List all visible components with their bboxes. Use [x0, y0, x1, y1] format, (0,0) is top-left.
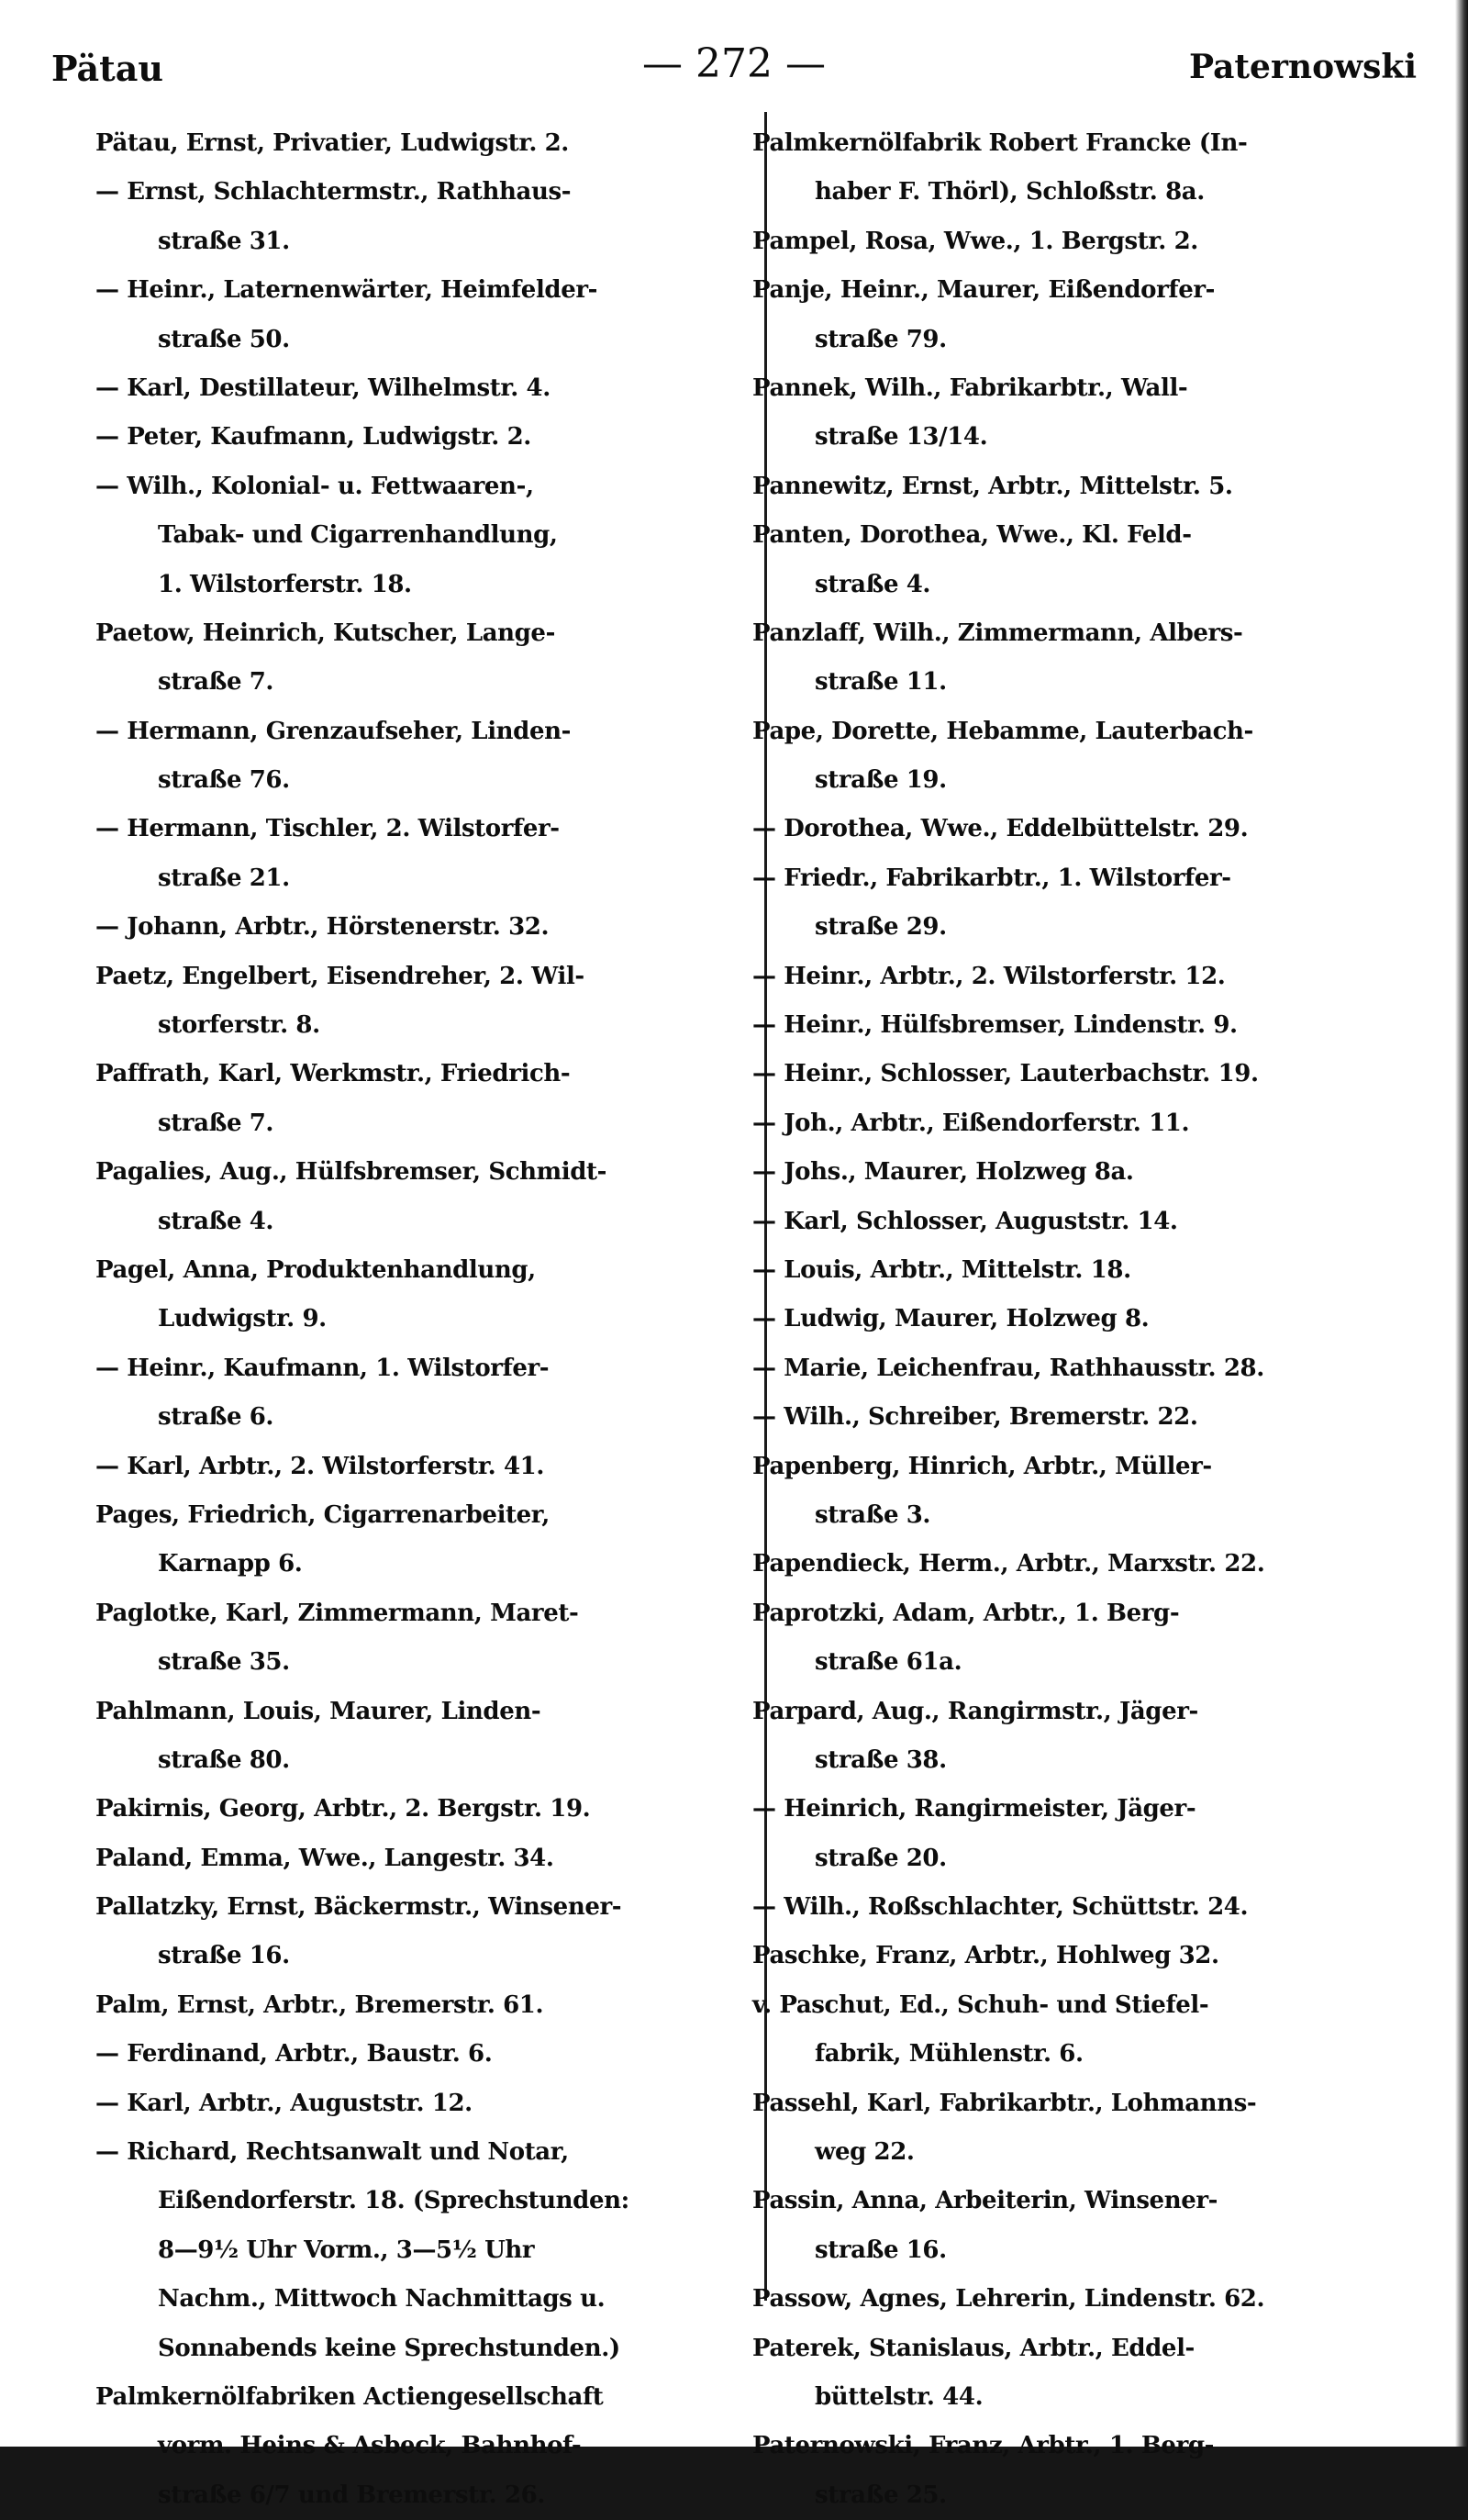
- entry-line: — Joh., Arbtr., Eißendorferstr. 11.: [752, 1109, 1190, 1137]
- entry-line: Paetz, Engelbert, Eisendreher, 2. Wil-: [95, 962, 584, 990]
- directory-entry: [95, 1688, 756, 1786]
- entry-line: Paglotke, Karl, Zimmermann, Maret-: [95, 1599, 579, 1627]
- entry-line: — Louis, Arbtr., Mittelstr. 18.: [752, 1255, 1131, 1284]
- entry-continuation-line: 1. Wilstorferstr. 18.: [158, 570, 412, 598]
- directory-entry: [95, 1443, 756, 1491]
- directory-entry: [752, 805, 1413, 853]
- entry-line: — Johann, Arbtr., Hörstenerstr. 32.: [95, 913, 550, 942]
- entry-line: Passow, Agnes, Lehrerin, Lindenstr. 62.: [752, 2285, 1265, 2314]
- directory-entry: [95, 953, 756, 1051]
- directory-entry: [95, 1981, 756, 2030]
- directory-entry: [752, 1148, 1413, 1197]
- entry-line: Pannek, Wilh., Fabrikarbtr., Wall-: [752, 374, 1188, 402]
- directory-entry: [752, 1295, 1413, 1344]
- directory-entry: [95, 708, 756, 806]
- entry-line: Pannewitz, Ernst, Arbtr., Mittelstr. 5.: [752, 472, 1233, 500]
- entry-line: Palmkernölfabrik Robert Francke (In-: [752, 129, 1248, 157]
- directory-entry: [95, 903, 756, 952]
- entry-line: Paschke, Franz, Arbtr., Hohlweg 32.: [752, 1942, 1219, 1970]
- entry-continuation-line: straße 80.: [158, 1745, 290, 1774]
- directory-entry: [752, 708, 1413, 806]
- entry-continuation-line: Eißendorferstr. 18. (Sprechstunden:: [158, 2187, 629, 2215]
- entry-line: Palm, Ernst, Arbtr., Bremerstr. 61.: [95, 1990, 544, 2019]
- directory-entry: [752, 1981, 1413, 2080]
- entry-continuation-line: straße 20.: [815, 1844, 947, 1872]
- directory-entry: [95, 1785, 756, 1834]
- entry-continuation-line: straße 7.: [158, 668, 274, 697]
- directory-entry: [752, 511, 1413, 609]
- directory-entry: [95, 1589, 756, 1688]
- entry-line: — Heinr., Laternenwärter, Heimfelder-: [95, 276, 598, 305]
- entry-line: — Ferdinand, Arbtr., Baustr. 6.: [95, 2040, 493, 2068]
- entry-continuation-line: straße 31.: [158, 227, 290, 255]
- directory-entry: [752, 119, 1413, 217]
- entry-line: Passehl, Karl, Fabrikarbtr., Lohmanns-: [752, 2089, 1257, 2117]
- directory-entry: [752, 1246, 1413, 1295]
- left-column: [95, 119, 756, 2520]
- entry-line: Pape, Dorette, Hebamme, Lauterbach-: [752, 717, 1253, 745]
- directory-entry: [752, 364, 1413, 463]
- directory-entry: [95, 266, 756, 364]
- entry-continuation-line: straße 11.: [815, 668, 947, 697]
- entry-line: Paternowski, Franz, Arbtr., 1. Berg-: [752, 2432, 1215, 2460]
- directory-entry: [752, 854, 1413, 953]
- entry-continuation-line: haber F. Thörl), Schloßstr. 8a.: [815, 178, 1205, 206]
- entry-continuation-line: Sonnabends keine Sprechstunden.): [158, 2334, 620, 2362]
- entry-continuation-line: straße 19.: [815, 766, 947, 795]
- directory-entry: [95, 1344, 756, 1443]
- entry-continuation-line: büttelstr. 44.: [815, 2382, 984, 2411]
- entry-continuation-line: straße 21.: [158, 864, 290, 892]
- entry-continuation-line: straße 6/7 und Bremerstr. 26.: [158, 2481, 545, 2509]
- directory-entry: [752, 2177, 1413, 2275]
- entry-line: — Friedr., Fabrikarbtr., 1. Wilstorfer-: [752, 864, 1231, 892]
- directory-entry: [752, 609, 1413, 708]
- page-header: [51, 40, 1417, 95]
- entry-line: v. Paschut, Ed., Schuh- und Stiefel-: [752, 1990, 1209, 2019]
- directory-entry: [752, 1001, 1413, 1050]
- directory-entry: [95, 168, 756, 266]
- header-last-name: Paternowski: [1189, 48, 1417, 86]
- directory-entry: [752, 1688, 1413, 1786]
- entry-line: — Karl, Schlosser, Auguststr. 14.: [752, 1207, 1178, 1235]
- directory-entry: [95, 2030, 756, 2079]
- entry-line: — Heinr., Kaufmann, 1. Wilstorfer-: [95, 1354, 550, 1382]
- entry-continuation-line: straße 4.: [815, 570, 931, 598]
- entry-line: — Wilh., Schreiber, Bremerstr. 22.: [752, 1403, 1198, 1432]
- header-first-name: Pätau: [51, 48, 163, 89]
- entry-line: — Richard, Rechtsanwalt und Notar,: [95, 2138, 569, 2167]
- entry-continuation-line: straße 50.: [158, 325, 290, 353]
- directory-entry: [752, 1785, 1413, 1883]
- directory-entry: [95, 2373, 756, 2520]
- entry-line: Passin, Anna, Arbeiterin, Winsener-: [752, 2187, 1218, 2215]
- entry-line: — Hermann, Grenzaufseher, Linden-: [95, 717, 571, 745]
- entry-line: — Karl, Arbtr., 2. Wilstorferstr. 41.: [95, 1452, 545, 1480]
- directory-entry: [95, 2128, 756, 2373]
- entry-line: — Karl, Destillateur, Wilhelmstr. 4.: [95, 374, 550, 402]
- directory-entry: [95, 1883, 756, 1981]
- entry-continuation-line: straße 13/14.: [815, 423, 988, 452]
- entry-continuation-line: storferstr. 8.: [158, 1011, 320, 1040]
- right-column: [752, 119, 1413, 2520]
- directory-entry: [95, 119, 756, 168]
- entry-line: Pätau, Ernst, Privatier, Ludwigstr. 2.: [95, 129, 569, 157]
- entry-continuation-line: straße 4.: [158, 1207, 274, 1235]
- directory-entry: [752, 1589, 1413, 1688]
- entry-line: — Marie, Leichenfrau, Rathhausstr. 28.: [752, 1354, 1264, 1382]
- directory-entry: [95, 1050, 756, 1148]
- entry-continuation-line: fabrik, Mühlenstr. 6.: [815, 2040, 1084, 2068]
- entry-line: — Peter, Kaufmann, Ludwigstr. 2.: [95, 423, 531, 452]
- entry-continuation-line: straße 16.: [158, 1942, 290, 1970]
- entry-line: Parpard, Aug., Rangirmstr., Jäger-: [752, 1697, 1198, 1725]
- entry-line: — Dorothea, Wwe., Eddelbüttelstr. 29.: [752, 815, 1249, 843]
- entry-line: Pagel, Anna, Produktenhandlung,: [95, 1255, 536, 1284]
- entry-line: Paffrath, Karl, Werkmstr., Friedrich-: [95, 1060, 571, 1088]
- entry-line: Panten, Dorothea, Wwe., Kl. Feld-: [752, 521, 1192, 550]
- entry-continuation-line: straße 76.: [158, 766, 290, 795]
- entry-continuation-line: straße 61a.: [815, 1648, 962, 1677]
- directory-entry: [95, 805, 756, 903]
- directory-entry: [752, 953, 1413, 1001]
- entry-continuation-line: straße 25.: [815, 2481, 947, 2509]
- entry-continuation-line: straße 38.: [815, 1745, 947, 1774]
- directory-entry: [752, 1443, 1413, 1541]
- entry-line: Pages, Friedrich, Cigarrenarbeiter,: [95, 1500, 550, 1529]
- entry-continuation-line: straße 16.: [815, 2236, 947, 2264]
- entry-line: — Wilh., Roßschlachter, Schüttstr. 24.: [752, 1893, 1249, 1922]
- entry-line: Pagalies, Aug., Hülfsbremser, Schmidt-: [95, 1158, 607, 1187]
- directory-entry: [95, 1148, 756, 1246]
- entry-line: — Johs., Maurer, Holzweg 8a.: [752, 1158, 1134, 1187]
- entry-continuation-line: straße 6.: [158, 1403, 274, 1432]
- entry-line: Paland, Emma, Wwe., Langestr. 34.: [95, 1844, 554, 1872]
- entry-line: — Heinr., Schlosser, Lauterbachstr. 19.: [752, 1060, 1259, 1088]
- directory-entry: [95, 1246, 756, 1344]
- entry-continuation-line: Karnapp 6.: [158, 1550, 303, 1578]
- entry-line: Pallatzky, Ernst, Bäckermstr., Winsener-: [95, 1893, 622, 1922]
- directory-entry: [752, 1540, 1413, 1589]
- entry-line: Panje, Heinr., Maurer, Eißendorfer-: [752, 276, 1216, 305]
- directory-entry: [752, 1099, 1413, 1148]
- page-edge-shadow: [1455, 0, 1468, 2447]
- directory-entry: [95, 1491, 756, 1589]
- entry-line: — Heinr., Arbtr., 2. Wilstorferstr. 12.: [752, 962, 1226, 990]
- directory-entry: [752, 1883, 1413, 1932]
- entry-line: Pakirnis, Georg, Arbtr., 2. Bergstr. 19.: [95, 1795, 591, 1823]
- entry-continuation-line: straße 7.: [158, 1109, 274, 1137]
- directory-entry: [752, 1050, 1413, 1098]
- entry-continuation-line: straße 79.: [815, 325, 947, 353]
- entry-line: Paterek, Stanislaus, Arbtr., Eddel-: [752, 2334, 1195, 2362]
- directory-entry: [95, 2080, 756, 2128]
- entry-continuation-line: straße 3.: [815, 1500, 931, 1529]
- entry-line: — Heinrich, Rangirmeister, Jäger-: [752, 1795, 1196, 1823]
- entry-continuation-line: vorm. Heins & Asbeck, Bahnhof-: [158, 2432, 582, 2460]
- directory-entry: [752, 2275, 1413, 2324]
- entry-continuation-line: Ludwigstr. 9.: [158, 1305, 327, 1333]
- directory-entry: [752, 266, 1413, 364]
- entry-line: — Wilh., Kolonial- u. Fettwaaren-,: [95, 472, 534, 500]
- entry-line: Papendieck, Herm., Arbtr., Marxstr. 22.: [752, 1550, 1265, 1578]
- entry-line: Paetow, Heinrich, Kutscher, Lange-: [95, 619, 555, 647]
- entry-line: Panzlaff, Wilh., Zimmermann, Albers-: [752, 619, 1243, 647]
- entry-line: — Ernst, Schlachtermstr., Rathhaus-: [95, 178, 572, 206]
- entry-line: — Ludwig, Maurer, Holzweg 8.: [752, 1305, 1150, 1333]
- entry-line: — Heinr., Hülfsbremser, Lindenstr. 9.: [752, 1011, 1238, 1040]
- entry-line: Palmkernölfabriken Actiengesellschaft: [95, 2382, 604, 2411]
- entry-line: Pampel, Rosa, Wwe., 1. Bergstr. 2.: [752, 227, 1198, 255]
- entry-line: Paprotzki, Adam, Arbtr., 1. Berg-: [752, 1599, 1180, 1627]
- entry-continuation-line: weg 22.: [815, 2138, 915, 2167]
- entry-continuation-line: 8—9½ Uhr Vorm., 3—5½ Uhr: [158, 2236, 535, 2264]
- directory-entry: [95, 364, 756, 413]
- directory-entry: [752, 1344, 1413, 1393]
- entry-continuation-line: Nachm., Mittwoch Nachmittags u.: [158, 2285, 606, 2314]
- directory-entry: [752, 1932, 1413, 1980]
- entry-continuation-line: straße 29.: [815, 913, 947, 942]
- directory-entry: [752, 2080, 1413, 2178]
- page-number: — 272 —: [642, 40, 826, 87]
- directory-entry: [95, 1834, 756, 1883]
- entry-line: — Hermann, Tischler, 2. Wilstorfer-: [95, 815, 560, 843]
- directory-entry: [752, 463, 1413, 511]
- directory-entry: [752, 2422, 1413, 2520]
- directory-entry: [752, 1393, 1413, 1442]
- directory-entry: [752, 2325, 1413, 2423]
- directory-entry: [95, 609, 756, 708]
- directory-entry: [95, 413, 756, 462]
- entry-line: Pahlmann, Louis, Maurer, Linden-: [95, 1697, 541, 1725]
- directory-entry: [752, 1198, 1413, 1246]
- entry-continuation-line: straße 35.: [158, 1648, 290, 1677]
- entry-continuation-line: Tabak- und Cigarrenhandlung,: [158, 521, 558, 550]
- entry-line: Papenberg, Hinrich, Arbtr., Müller-: [752, 1452, 1212, 1480]
- entry-line: — Karl, Arbtr., Auguststr. 12.: [95, 2089, 473, 2117]
- directory-entry: [752, 217, 1413, 266]
- directory-entry: [95, 463, 756, 609]
